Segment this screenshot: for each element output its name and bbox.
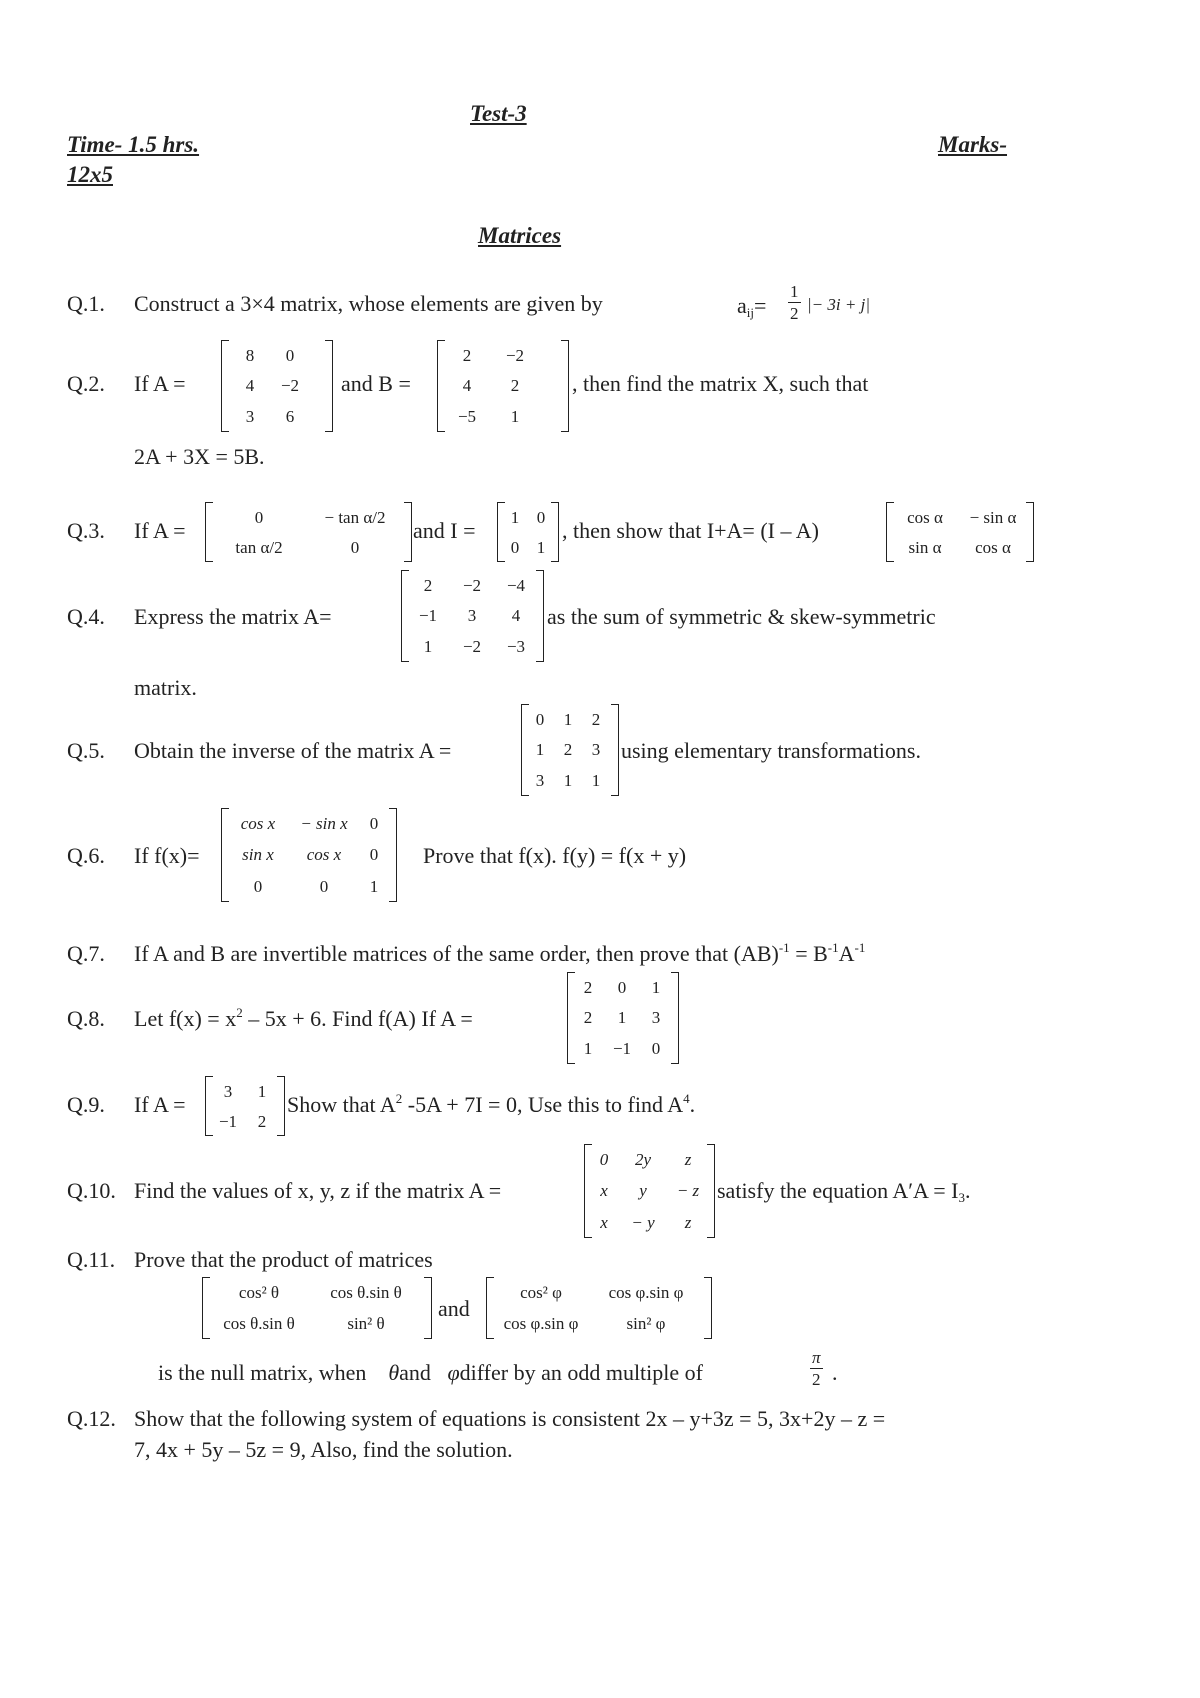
q12-line1: Show that the following system of equations is consistent 2x – y+3z = 5, 3x+2y – z =	[134, 1406, 886, 1431]
q11-number: Q.11.	[67, 1247, 116, 1272]
q9-if-a: If A =	[134, 1092, 186, 1117]
q2-matrix-b: 2 −2 4 2 −5 1	[437, 340, 569, 432]
q10-tail: satisfy the equation $A'A = I_3$.	[717, 1178, 971, 1205]
q12-number: Q.12.	[67, 1406, 116, 1431]
q11-pi-over-two: $\frac{\pi}{2}$	[812, 1348, 821, 1389]
q1-text: Construct a 3×4 matrix, whose elements are given by	[134, 291, 603, 316]
q11-matrix-phi: cos² φ cos φ.sin φ cos φ.sin φ sin² φ	[486, 1277, 712, 1339]
q1-abs-expression: |− 3i + j|	[807, 295, 870, 314]
marks-value: 12x5	[67, 162, 113, 187]
q11-text: Prove that the product of matrices	[134, 1247, 433, 1272]
q8-matrix-a: 2 0 1 2 1 3 1 −1 0	[567, 972, 679, 1064]
q4-matrix-a: 2 −2 −4 −1 3 4 1 −2 −3	[401, 570, 544, 662]
q9-text: Show that $A^2$ -5A + 7I = 0, Use this to find $A^4$.	[287, 1091, 696, 1117]
q5-tail: using elementary transformations.	[621, 738, 921, 763]
q6-number: Q.6.	[67, 843, 105, 868]
q11-and: and	[438, 1296, 470, 1321]
q5-text: Obtain the inverse of the matrix A =	[134, 738, 452, 763]
q6-matrix-f: cos x − sin x 0 sin x cos x 0 0 0 1	[221, 808, 397, 902]
q4-text: Express the matrix A=	[134, 604, 332, 629]
q8-text: Let $f(x) = x^2 - 5x + 6$. Find f(A) If A =	[134, 1005, 473, 1031]
q3-identity-matrix: 1 0 0 1	[497, 502, 559, 562]
q2-tail: , then find the matrix X, such that	[572, 371, 869, 396]
q3-number: Q.3.	[67, 518, 105, 543]
q5-number: Q.5.	[67, 738, 105, 763]
q4-number: Q.4.	[67, 604, 105, 629]
test-title: Test-3	[470, 101, 527, 126]
q2-if-a: If A =	[134, 371, 186, 396]
q6-tail: Prove that f(x). f(y) = f(x + y)	[423, 843, 687, 868]
q2-number: Q.2.	[67, 371, 105, 396]
q4-tail: as the sum of symmetric & skew-symmetric	[547, 604, 936, 629]
subject-heading: Matrices	[478, 223, 562, 248]
q7-text: If A and B are invertible matrices of the same order, then prove that $(AB)^{-1} = B^{-1}A^{-1}$	[134, 940, 866, 966]
q3-matrix-a: 0 − tan α/2 tan α/2 0	[205, 502, 412, 562]
q12-line2: 7, 4x + 5y – 5z = 9, Also, find the solution.	[134, 1437, 513, 1462]
q3-if-a: If A =	[134, 518, 186, 543]
q11-matrix-theta: cos² θ cos θ.sin θ cos θ.sin θ sin² θ	[202, 1277, 432, 1339]
q9-number: Q.9.	[67, 1092, 105, 1117]
q2-equation: 2A + 3X = 5B.	[134, 444, 265, 469]
q5-matrix-a: 0 1 2 1 2 3 3 1 1	[521, 704, 619, 796]
q6-text: If f(x)=	[134, 843, 200, 868]
q10-matrix-a: 0 2y z x y − z x − y z	[584, 1144, 715, 1238]
q3-rotation-matrix: cos α − sin α sin α cos α	[886, 502, 1034, 562]
q8-number: Q.8.	[67, 1006, 105, 1031]
q11-conclusion: is the null matrix, when θand φdiffer by an odd multiple of	[158, 1360, 703, 1385]
q7-number: Q.7.	[67, 941, 105, 966]
marks-label: Marks-	[938, 132, 1008, 157]
q11-dot: .	[832, 1360, 838, 1385]
q4-line2: matrix.	[134, 675, 197, 700]
q1-number: Q.1.	[67, 291, 105, 316]
q1-half-fraction: $\frac{1}{2}$	[790, 282, 799, 323]
q1-element-formula: $a_{ij}=$	[737, 293, 767, 320]
q2-and-b: and B =	[341, 371, 411, 396]
time-label: Time- 1.5 hrs.	[67, 132, 200, 157]
q3-tail: , then show that I+A= (I – A)	[562, 518, 819, 543]
q10-text: Find the values of x, y, z if the matrix A =	[134, 1178, 502, 1203]
q3-and-i: and I =	[413, 518, 476, 543]
q10-number: Q.10.	[67, 1178, 116, 1203]
q2-matrix-a: 8 0 4 −2 3 6	[221, 340, 333, 432]
q9-matrix-a: 3 1 −1 2	[205, 1076, 285, 1136]
